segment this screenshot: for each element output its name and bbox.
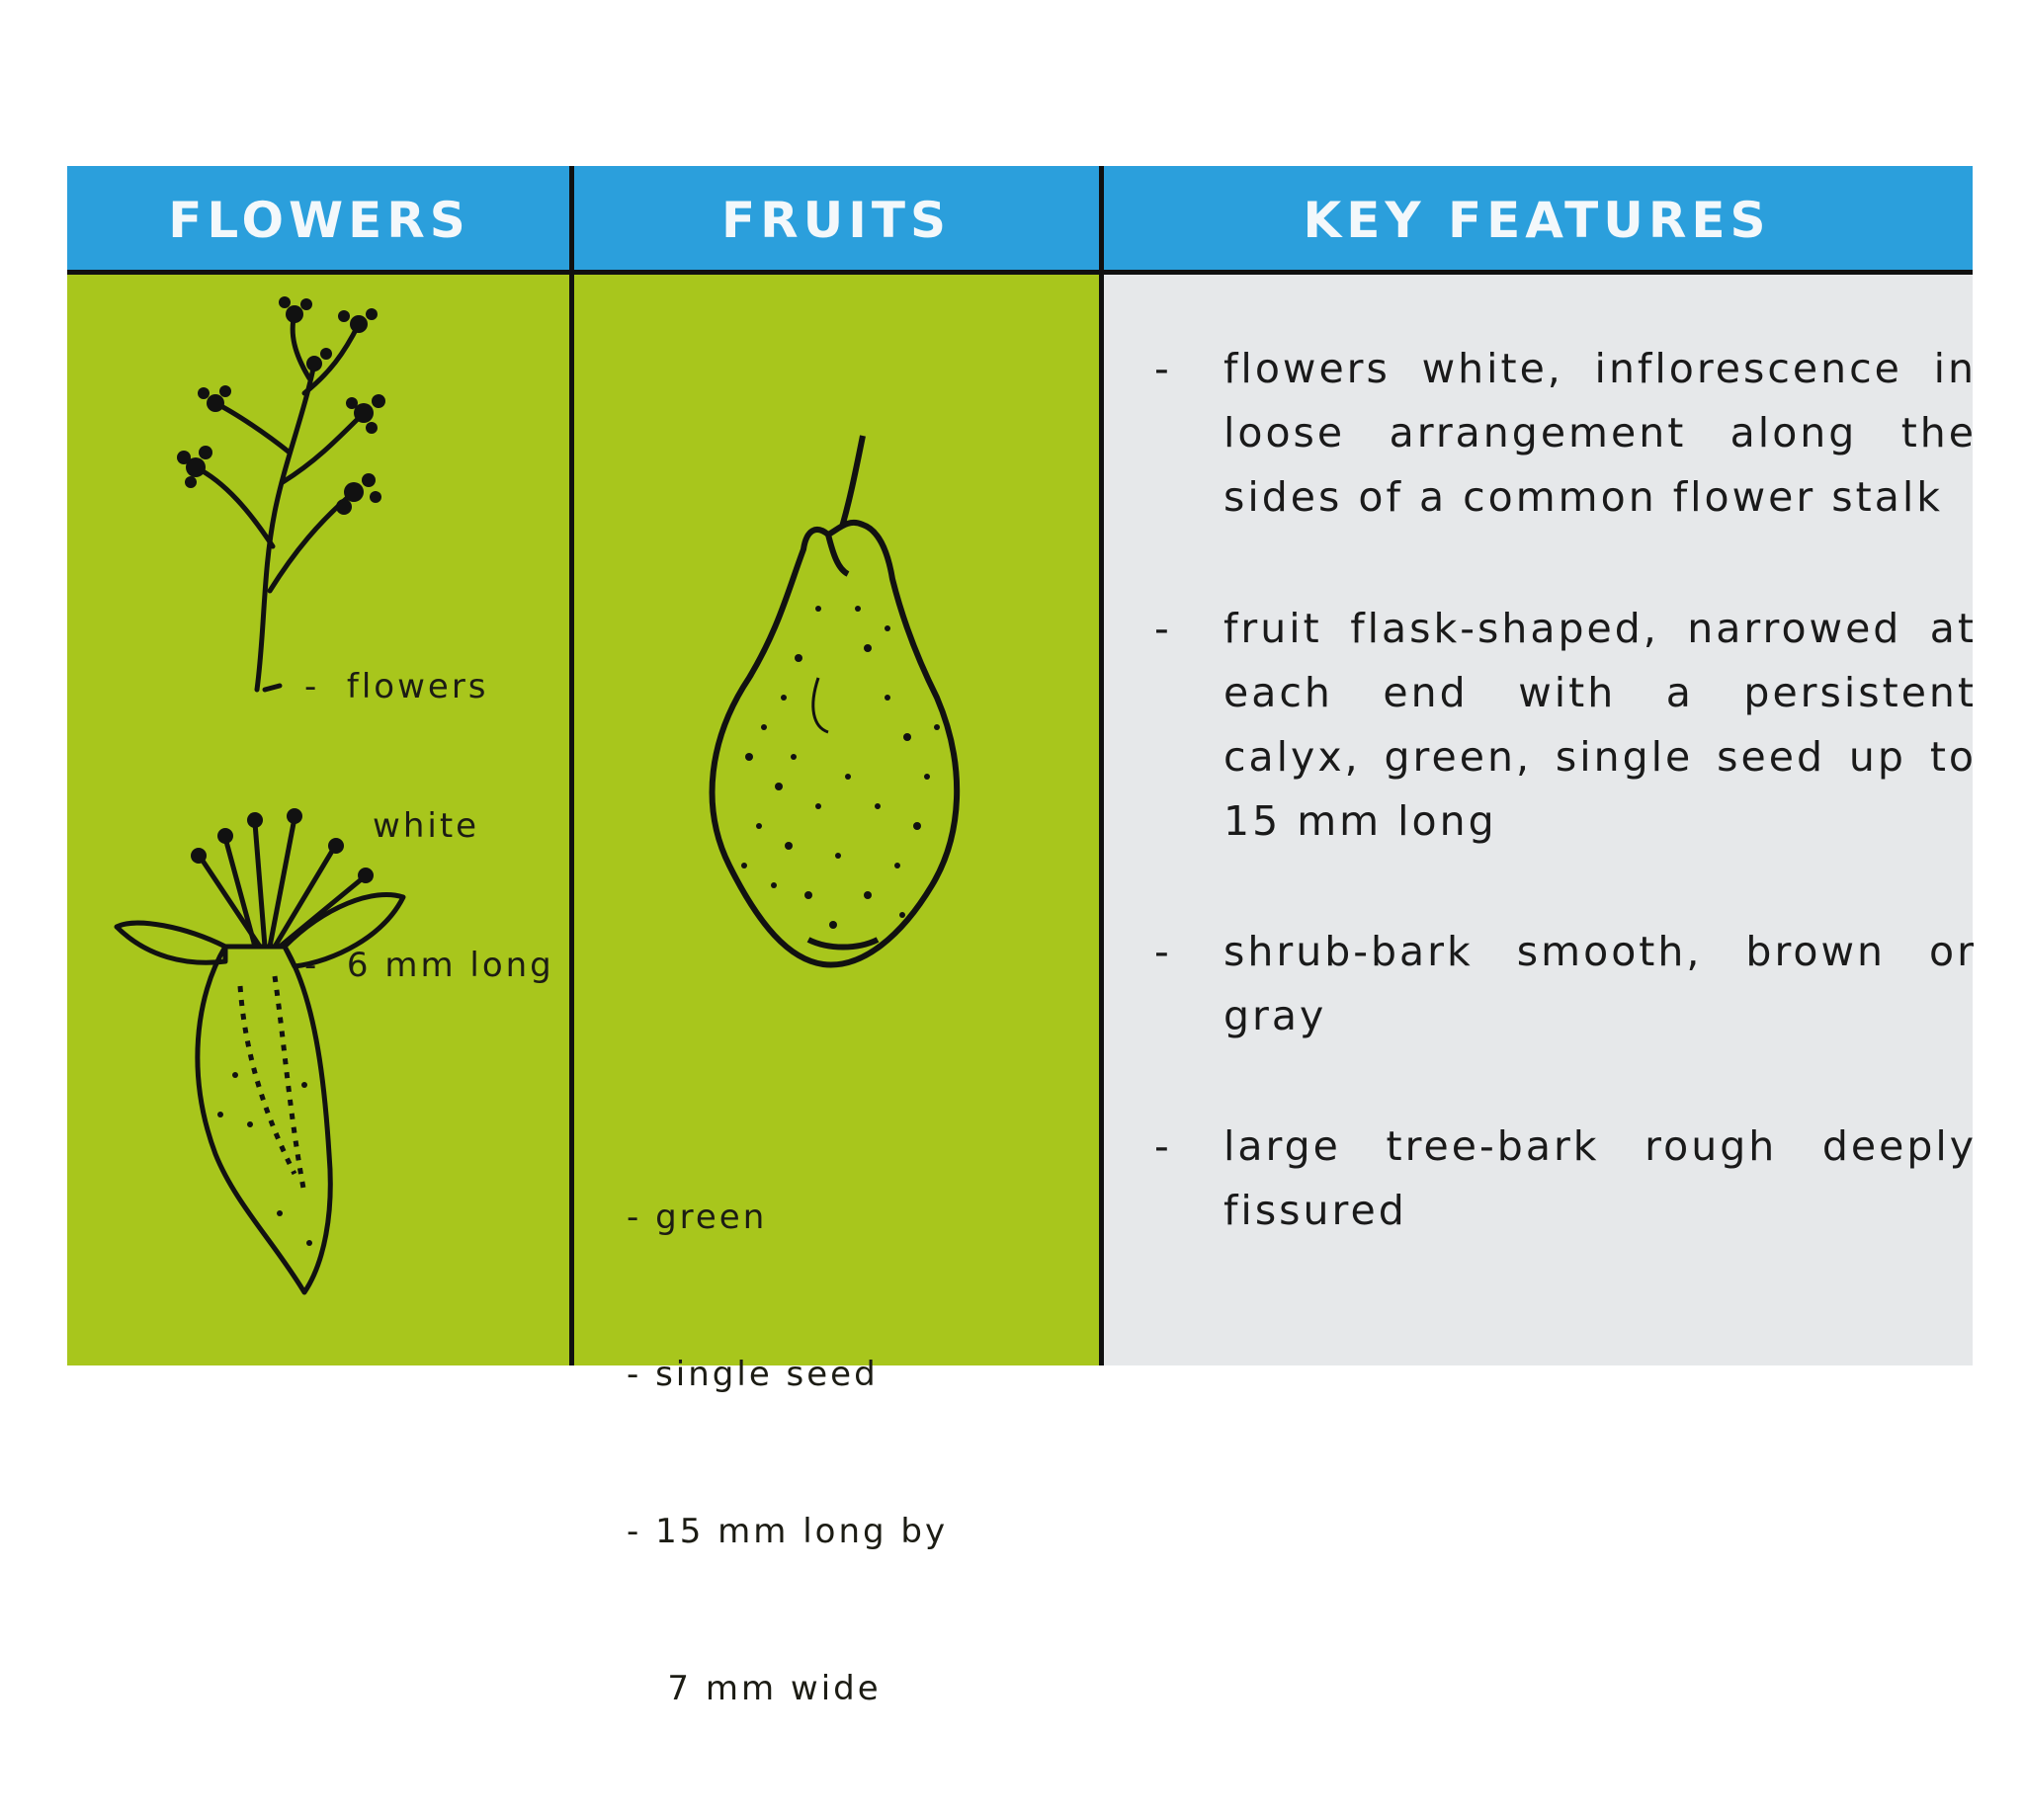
fruits-label-line: - green: [627, 1198, 768, 1237]
flowers-label-line: - 6 mm long: [304, 946, 554, 985]
species-table: [67, 166, 1977, 1708]
feature-item: fruit flask-shaped, narrowed at each end with a persistent calyx, green, single seed up to 15 mm long: [1223, 605, 1977, 845]
flowers-label: [304, 571, 554, 1082]
fruits-label: [627, 1087, 948, 1820]
feature-item: flowers white, inflorescence in loose arrangement along the sides of a common flower stalk: [1223, 345, 1977, 521]
feature-dash: -: [1154, 928, 1169, 975]
header-key-features: KEY FEATURES: [1303, 192, 1771, 249]
feature-dash: -: [1154, 1122, 1169, 1170]
header-flowers: FLOWERS: [168, 192, 470, 249]
divider-2: [1099, 166, 1104, 1365]
feature-dash: -: [1154, 345, 1169, 392]
fruits-label-line: 7 mm wide: [627, 1669, 882, 1708]
header-fruits: FRUITS: [721, 192, 951, 249]
flowers-label-line: white: [304, 806, 480, 846]
feature-dash: -: [1154, 605, 1169, 652]
fruits-label-line: - single seed: [627, 1355, 879, 1394]
flowers-label-line: - flowers: [304, 667, 489, 706]
divider-1: [569, 166, 574, 1365]
feature-item: large tree-bark rough deeply fissured: [1223, 1122, 1977, 1234]
fruits-label-line: - 15 mm long by: [627, 1512, 949, 1551]
fruit-illustration: [690, 431, 986, 984]
header-rule: [67, 270, 1973, 275]
feature-item: shrub-bark smooth, brown or gray: [1223, 928, 1977, 1039]
table-header: [67, 166, 1973, 275]
